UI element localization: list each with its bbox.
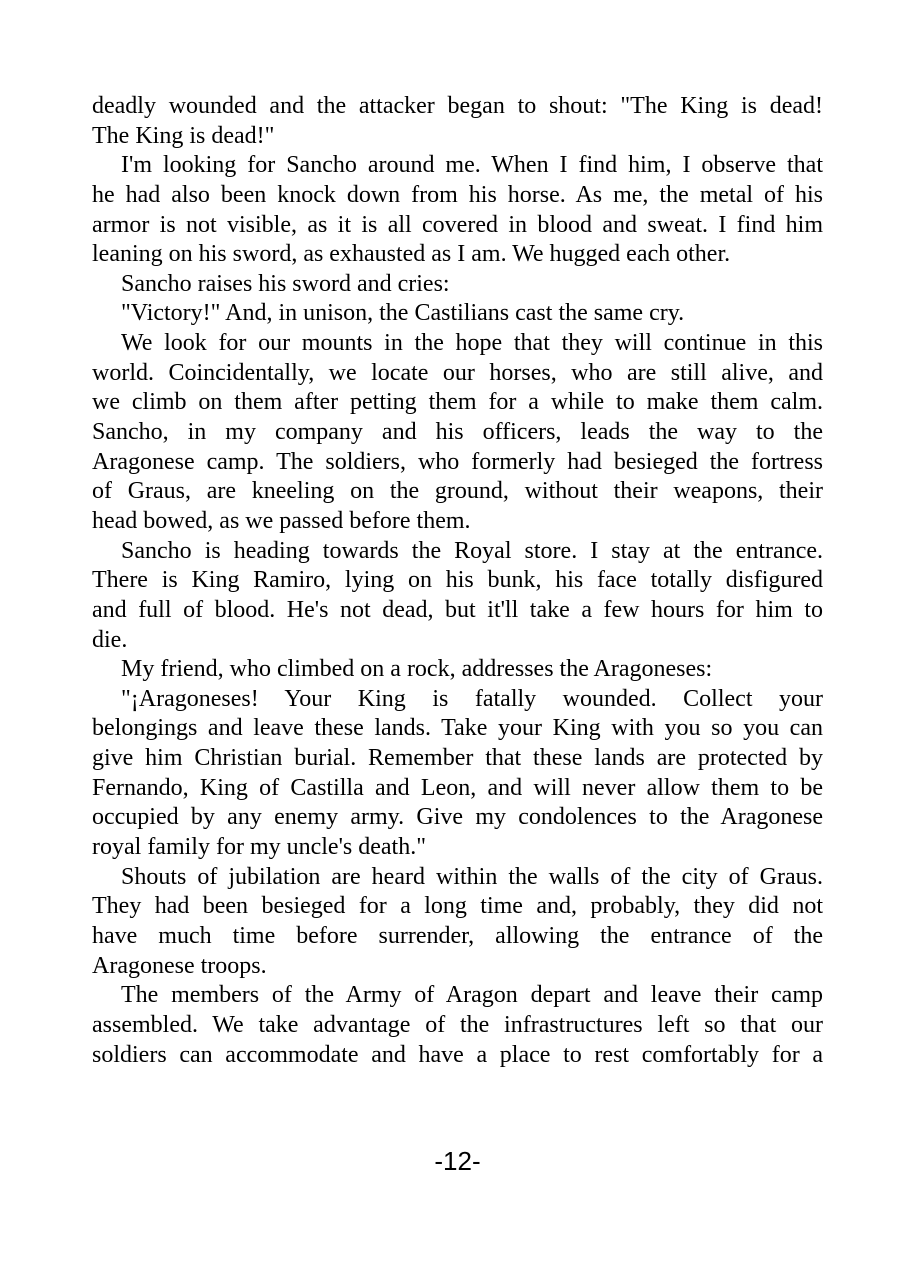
text-line: Sancho is heading towards the Royal store. I stay at the entrance. [121, 537, 823, 564]
paragraph [92, 537, 823, 656]
paragraph [92, 863, 823, 982]
paragraph [92, 685, 823, 863]
paragraph [92, 655, 823, 685]
text-line: soldiers can accommodate and have a place to rest comfortably for a [92, 1041, 823, 1068]
text-line: Aragonese camp. The soldiers, who formerly had besieged the fortress [92, 448, 823, 475]
text-line: give him Christian burial. Remember that these lands are protected by [92, 745, 823, 772]
text-line: and full of blood. He's not dead, but it'll take a few hours for him to [92, 596, 823, 623]
text-line: die. [92, 626, 128, 653]
text-line: "Victory!" And, in unison, the Castilians cast the same cry. [121, 300, 685, 327]
paragraph [92, 299, 823, 329]
text-line: of Graus, are kneeling on the ground, without their weapons, their [92, 478, 823, 505]
text-line: belongings and leave these lands. Take your King with you so you can [92, 715, 823, 742]
text-line: I'm looking for Sancho around me. When I find him, I observe that [121, 152, 823, 179]
paragraph [92, 329, 823, 536]
text-line: "¡Aragoneses! Your King is fatally wounded. Collect your [121, 685, 823, 712]
text-line: Sancho, in my company and his officers, leads the way to the [92, 419, 823, 446]
text-line: we climb on them after petting them for a while to make them calm. [92, 389, 823, 416]
text-block [92, 92, 823, 1070]
text-line: The King is dead!" [92, 122, 275, 149]
text-line: he had also been knock down from his horse. As me, the metal of his [92, 181, 823, 208]
text-line: armor is not visible, as it is all covered in blood and sweat. I find him [92, 211, 823, 238]
text-line: assembled. We take advantage of the infrastructures left so that our [92, 1011, 823, 1038]
text-line: My friend, who climbed on a rock, addresses the Aragoneses: [121, 656, 713, 683]
paragraph [92, 270, 823, 300]
paragraph [92, 92, 823, 151]
text-line: They had been besieged for a long time and, probably, they did not [92, 893, 823, 920]
text-line: deadly wounded and the attacker began to shout: "The King is dead! [92, 93, 823, 119]
text-line: The members of the Army of Aragon depart and leave their camp [121, 982, 823, 1009]
text-line: Aragonese troops. [92, 952, 267, 979]
text-line: world. Coincidentally, we locate our horses, who are still alive, and [92, 359, 823, 386]
text-line: There is King Ramiro, lying on his bunk, his face totally disfigured [92, 567, 823, 594]
paragraph [92, 151, 823, 270]
text-line: occupied by any enemy army. Give my condolences to the Aragonese [92, 804, 823, 831]
text-line: have much time before surrender, allowing the entrance of the [92, 922, 823, 949]
text-line: Sancho raises his sword and cries: [121, 270, 450, 297]
page-number: -12- [434, 1146, 481, 1176]
text-line: royal family for my uncle's death." [92, 834, 427, 861]
text-line: head bowed, as we passed before them. [92, 507, 471, 534]
text-line: Fernando, King of Castilla and Leon, and will never allow them to be [92, 774, 823, 801]
paragraph [92, 981, 823, 1070]
text-line: We look for our mounts in the hope that they will continue in this [121, 330, 823, 357]
text-line: Shouts of jubilation are heard within the walls of the city of Graus. [121, 863, 823, 890]
text-line: leaning on his sword, as exhausted as I am. We hugged each other. [92, 241, 731, 268]
